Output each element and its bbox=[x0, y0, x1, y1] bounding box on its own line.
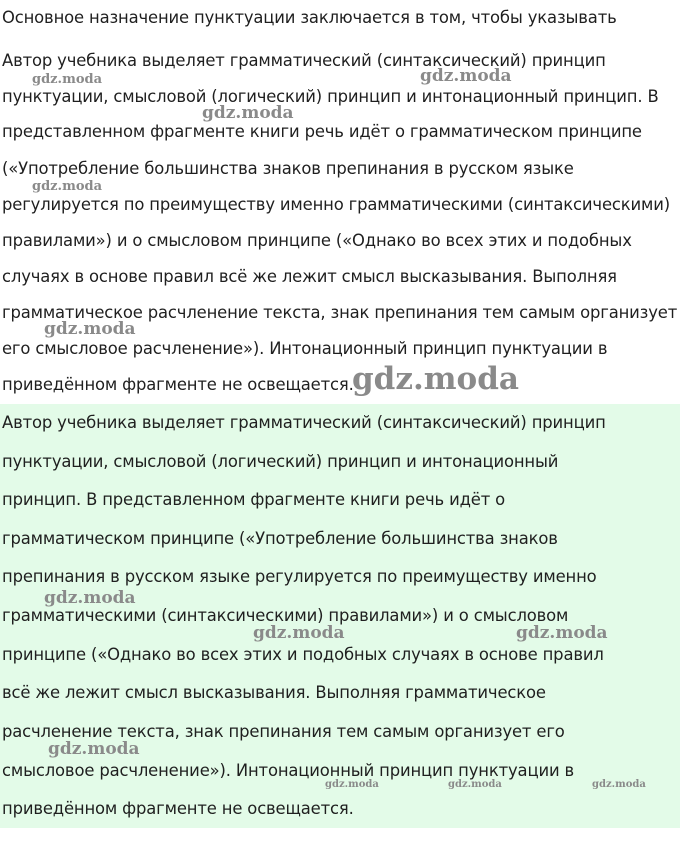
text-line: представленном фрагменте книги речь идёт о грамматическом принципе bbox=[2, 122, 642, 141]
watermark: gdz.moda bbox=[44, 588, 136, 608]
watermark: gdz.moda bbox=[516, 623, 608, 643]
answer-line: препинания в русском языке регулируется по преимуществу именно bbox=[2, 567, 597, 586]
watermark: gdz.moda bbox=[48, 739, 140, 759]
watermark: gdz.moda bbox=[32, 179, 103, 194]
text-line: («Употребление большинства знаков препинания в русском языке bbox=[2, 159, 574, 178]
text-line: Автор учебника выделяет грамматический (синтаксический) принцип bbox=[2, 51, 606, 70]
text-line: регулируется по преимуществу именно грамматическими (синтаксическими) bbox=[2, 195, 670, 214]
text-line: грамматическое расчленение текста, знак препинания тем самым организует bbox=[2, 303, 678, 322]
watermark: gdz.moda bbox=[420, 66, 512, 86]
watermark: gdz.moda bbox=[44, 319, 136, 339]
text-line: его смысловое расчленение»). Интонационный принцип пунктуации в bbox=[2, 339, 608, 358]
watermark: gdz.moda bbox=[202, 103, 294, 123]
answer-line: всё же лежит смысл высказывания. Выполняя грамматическое bbox=[2, 683, 546, 702]
answer-line: грамматическом принципе («Употребление большинства знаков bbox=[2, 529, 558, 548]
watermark: gdz.moda bbox=[448, 779, 502, 790]
watermark: gdz.moda bbox=[253, 623, 345, 643]
answer-line: Автор учебника выделяет грамматический (синтаксический) принцип bbox=[2, 413, 606, 432]
watermark: gdz.moda bbox=[352, 361, 519, 397]
watermark: gdz.moda bbox=[32, 72, 103, 87]
answer-line: принципе («Однако во всех этих и подобных случаях в основе правил bbox=[2, 645, 604, 664]
answer-line: грамматическими (синтаксическими) правилами») и о смысловом bbox=[2, 606, 569, 625]
watermark: gdz.moda bbox=[592, 779, 646, 790]
text-line: приведённом фрагменте не освещается. bbox=[2, 375, 354, 394]
text-line: Основное назначение пунктуации заключается в том, чтобы указывать bbox=[2, 8, 617, 27]
answer-line: расчленение текста, знак препинания тем самым организует его bbox=[2, 722, 565, 741]
answer-line: приведённом фрагменте не освещается. bbox=[2, 799, 354, 818]
answer-line: смысловое расчленение»). Интонационный принцип пунктуации в bbox=[2, 761, 575, 780]
answer-line: пунктуации, смысловой (логический) принцип и интонационный bbox=[2, 452, 559, 471]
watermark: gdz.moda bbox=[325, 779, 379, 790]
text-line: правилами») и о смысловом принципе («Однако во всех этих и подобных bbox=[2, 231, 632, 250]
answer-line: принцип. В представленном фрагменте книги речь идёт о bbox=[2, 490, 506, 509]
text-line: пунктуации, смысловой (логический) принцип и интонационный принцип. В bbox=[2, 87, 659, 106]
text-line: случаях в основе правил всё же лежит смысл высказывания. Выполняя bbox=[2, 267, 617, 286]
